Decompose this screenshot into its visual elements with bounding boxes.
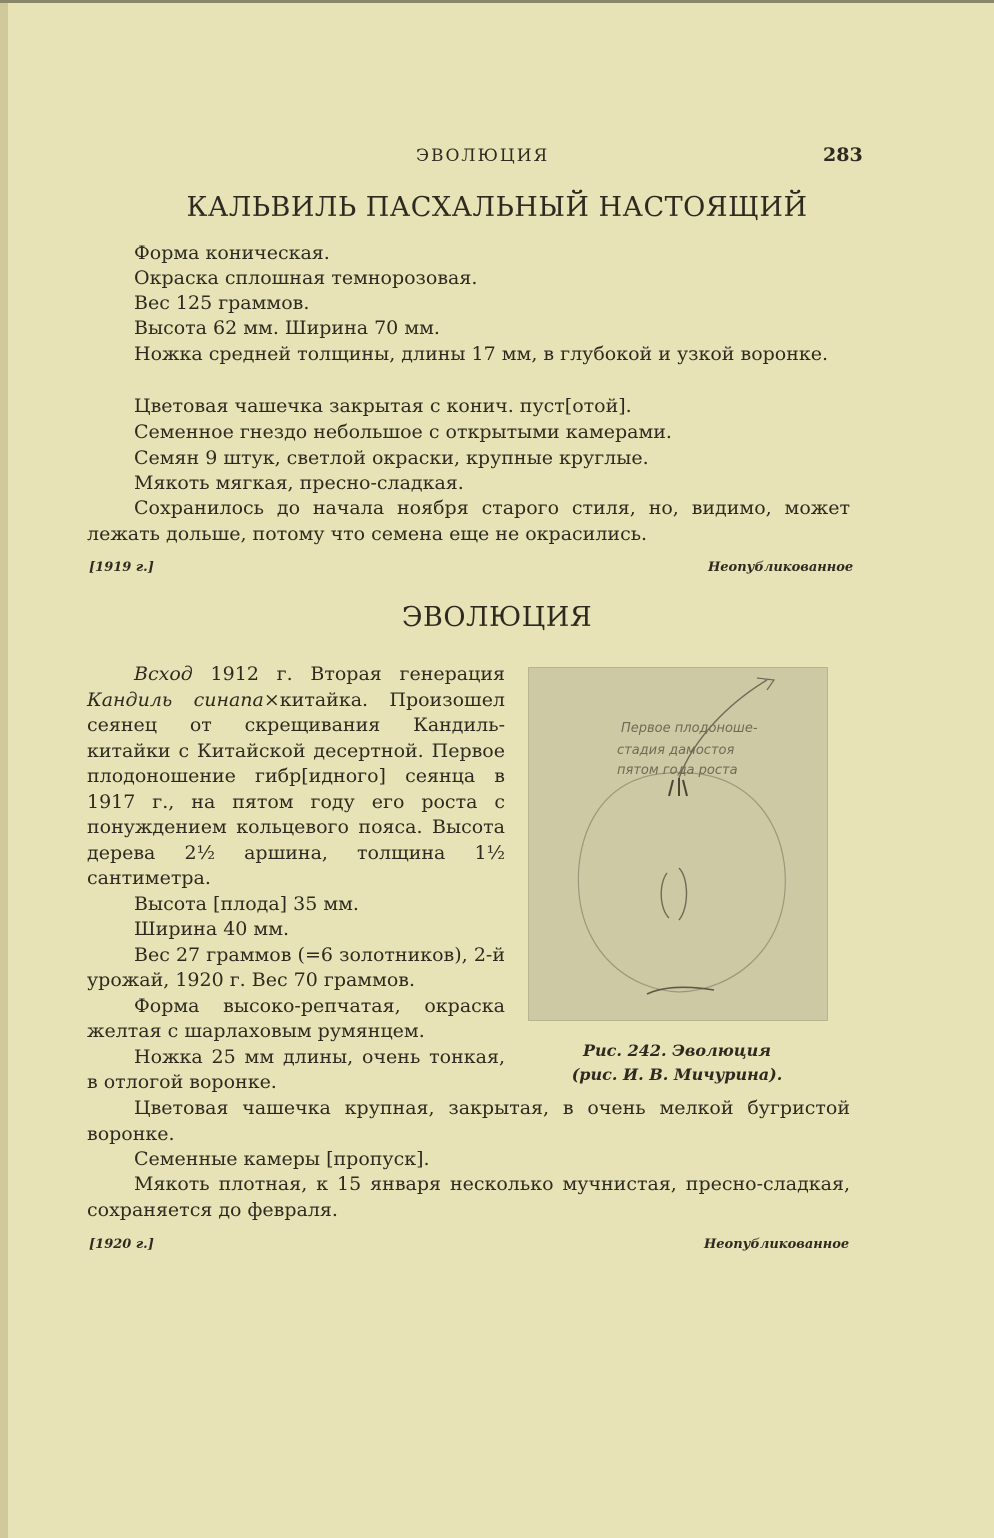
s1-line-8: Семян 9 штук, светлой окраски, крупные круглые. xyxy=(134,447,649,469)
s2-parent-italic: Кандиль синапа xyxy=(87,688,264,711)
running-head: ЭВОЛЮЦИЯ xyxy=(416,146,550,166)
s2-status: Неопубликованное xyxy=(704,1237,850,1252)
s1-line-2: Окраска сплошная темнорозовая. xyxy=(134,267,478,289)
s2-intro-italic: Всход xyxy=(134,663,193,685)
s1-line-3: Вес 125 граммов. xyxy=(134,292,310,314)
s1-date: [1919 г.] xyxy=(89,560,154,575)
s2-full-line-2: Семенные камеры [пропуск]. xyxy=(134,1148,430,1170)
s1-line-10: Сохранилось до начала ноября старого стиля, но, видимо, может лежать дольше, потому что семена еще не окрасились. xyxy=(87,497,850,545)
top-rule xyxy=(0,0,994,3)
s1-line-6: Цветовая чашечка закрытая с конич. пуст[отой]. xyxy=(134,395,632,417)
handwritten-note-line-2: стадия дамостоя xyxy=(617,743,735,758)
s1-line-1: Форма коническая. xyxy=(134,242,330,264)
s1-line-9: Мякоть мягкая, пресно-сладкая. xyxy=(134,472,464,494)
s1-line-5: Ножка средней толщины, длины 17 мм, в глубокой и узкой воронке. xyxy=(134,343,829,365)
s2-intro-paragraph xyxy=(87,662,505,892)
s2-col-line-3: Вес 27 граммов (=6 золотников), 2-й урожай, 1920 г. Вес 70 граммов. xyxy=(87,943,505,991)
s1-line-7: Семенное гнездо небольшое с открытыми камерами. xyxy=(134,421,672,443)
s1-status: Неопубликованное xyxy=(708,560,854,575)
s2-full-line-1: Цветовая чашечка крупная, закрытая, в очень мелкой бугристой воронке. xyxy=(87,1097,850,1145)
s2-col-line-1: Высота [плода] 35 мм. xyxy=(134,892,359,915)
section2-title: ЭВОЛЮЦИЯ xyxy=(401,602,593,633)
figure-caption-line-1: Рис. 242. Эволюция xyxy=(583,1041,771,1060)
page-number: 283 xyxy=(823,144,863,166)
s2-parent-rest: ×китайка. Произошел сеянец от скрещивания Кандиль-китайки с Китайской десертной. Первое плодоношение гибр[идного] сеянца в 1917 г., на пятом году его роста с понуждением кольцевого пояса. Высота дерева 2½ аршина, толщина 1½ сантиметра. xyxy=(87,688,506,889)
s2-col-line-2: Ширина 40 мм. xyxy=(134,918,290,940)
handwritten-note-line-1: Первое плодоноше- xyxy=(621,721,758,736)
apple-outline-drawing xyxy=(529,668,827,1020)
s2-col-line-5: Ножка 25 мм длины, очень тонкая, в отлогой воронке. xyxy=(87,1045,505,1093)
page-edge xyxy=(0,0,8,1538)
s2-left-column xyxy=(87,662,505,1096)
section1-title: КАЛЬВИЛЬ ПАСХАЛЬНЫЙ НАСТОЯЩИЙ xyxy=(186,192,808,223)
figure-caption-line-2: (рис. И. В. Мичурина). xyxy=(571,1065,783,1084)
s2-col-line-4: Форма высоко-репчатая, окраска желтая с шарлаховым румянцем. xyxy=(87,994,505,1042)
s1-line-4: Высота 62 мм. Ширина 70 мм. xyxy=(134,317,440,339)
s2-date: [1920 г.] xyxy=(89,1237,154,1252)
s2-full-line-3: Мякоть плотная, к 15 января несколько мучнистая, пресно-сладкая, сохраняется до февраля. xyxy=(87,1173,850,1221)
handwritten-note-line-3: пятом года роста xyxy=(617,763,738,778)
s2-intro-rest: 1912 г. Вторая генерация xyxy=(192,663,505,685)
apple-drawing-figure xyxy=(528,667,828,1021)
